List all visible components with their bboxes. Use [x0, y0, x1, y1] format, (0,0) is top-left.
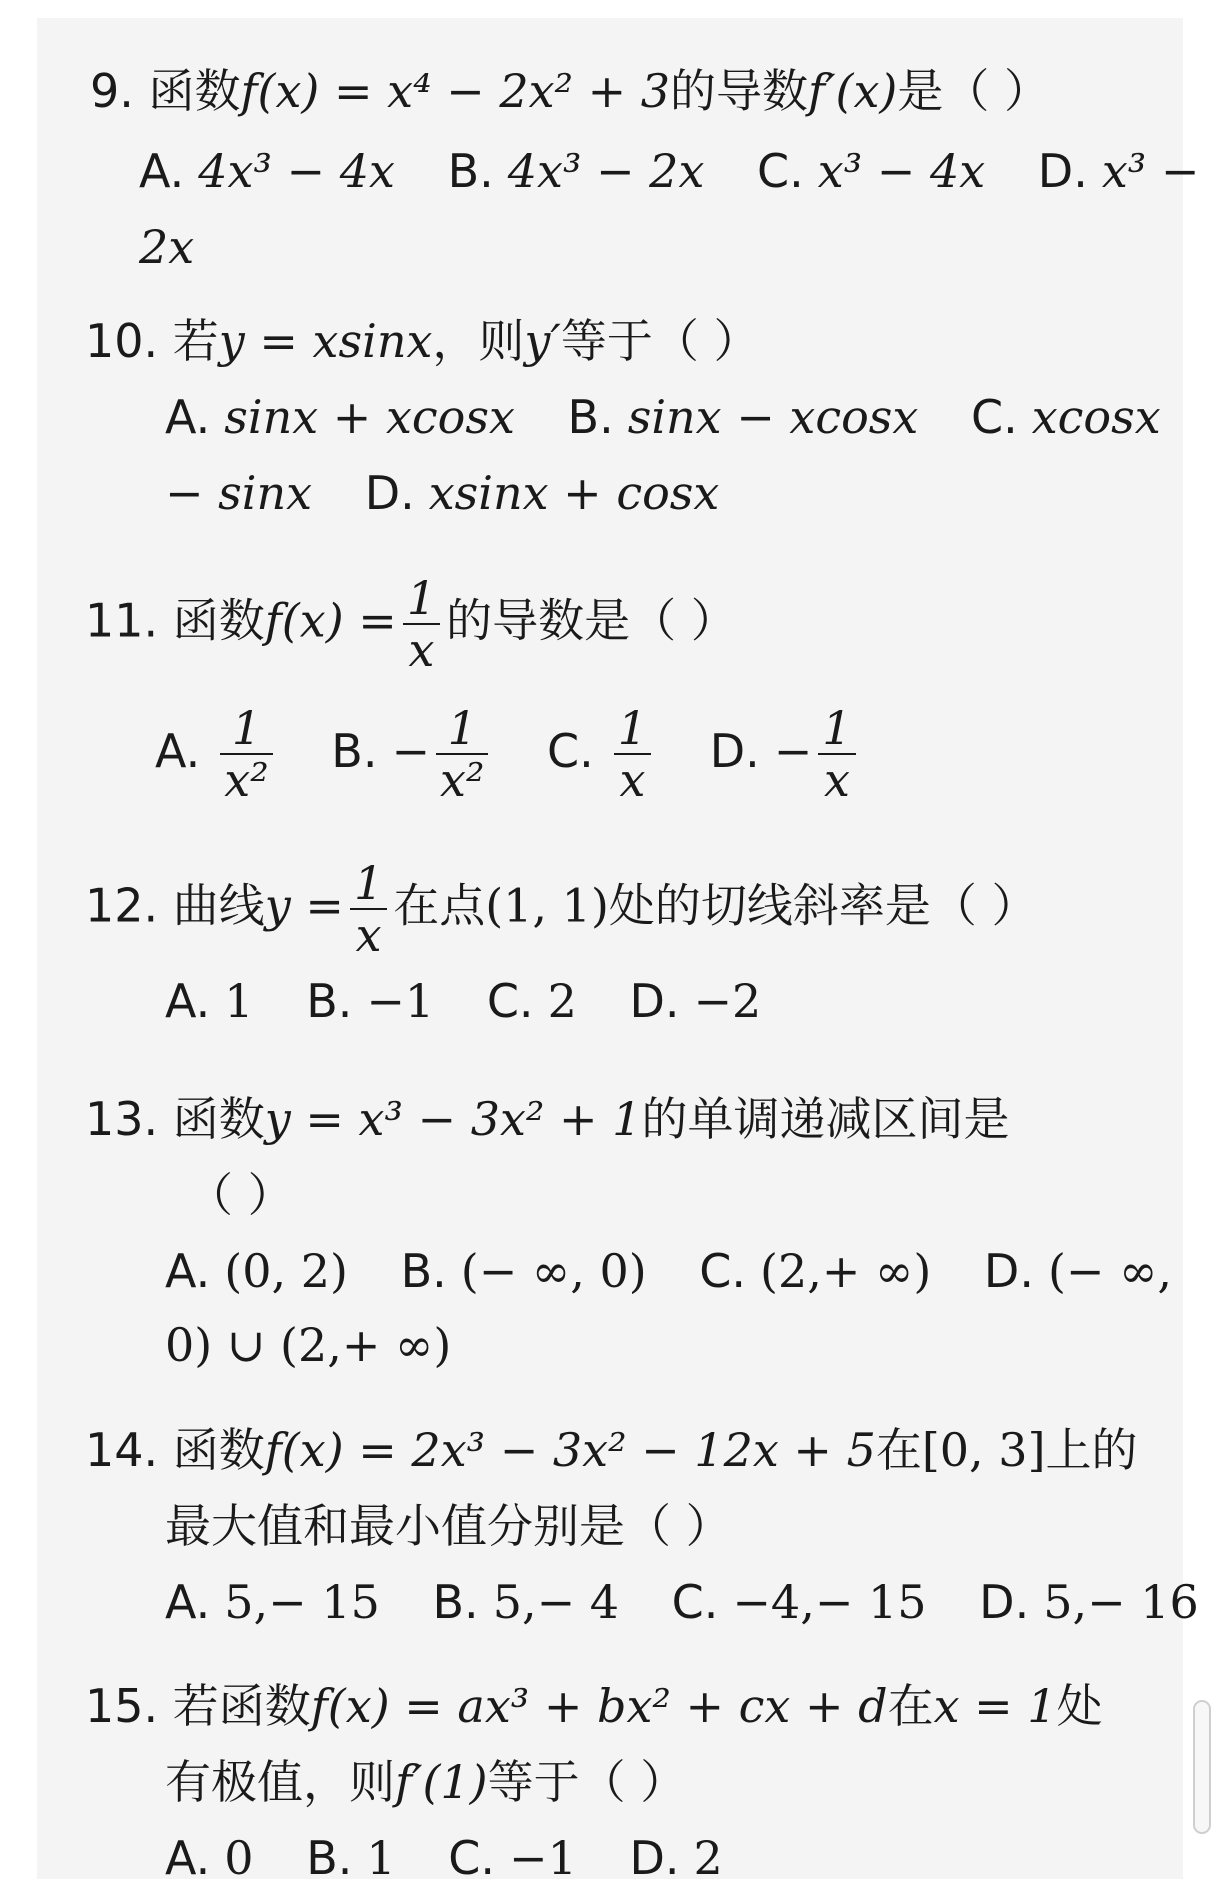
option-d-continued: 0) ∪ (2,+ ∞) [165, 1318, 452, 1372]
question-stem: 在点 [393, 878, 486, 933]
option-c: C. $\frac{1}{x}$ [547, 724, 657, 778]
question-stem: 上的 [1045, 1423, 1138, 1477]
math-expression: f(x) = x⁴ − 2x² + 3 [240, 64, 671, 118]
answer-blank: （ ） [579, 1755, 687, 1809]
math-expression: f(x) = [264, 593, 397, 648]
question-stem: 函数 [148, 64, 241, 118]
option-b: B. −1 [306, 974, 435, 1028]
question-number: 14. [85, 1423, 159, 1477]
question-stem: 若 [172, 314, 219, 368]
option-a: A. $\frac{1}{\text{x²}}$ [155, 724, 279, 778]
question-stem: 的导数是 [446, 593, 631, 648]
question-stem: 处 [1056, 1679, 1103, 1733]
question-stem: 处的切线斜率是 [608, 878, 931, 933]
fraction: $\frac{1}{x}$ [350, 858, 387, 960]
option-a: A. 4x³ − 4x [139, 144, 395, 198]
option-d: D. x³ − [1037, 144, 1200, 198]
question-stem: 函数 [172, 1423, 265, 1477]
option-b: B. − $\frac{1}{\text{x²}}$ [331, 724, 494, 778]
option-c: C. −1 [448, 1831, 577, 1885]
question-stem: 在 [875, 1423, 922, 1477]
option-d: D. 2 [629, 1831, 723, 1885]
math-expression: y′ [524, 314, 561, 368]
option-d: D. (− ∞, [983, 1244, 1173, 1298]
option-b: B. sinx − xcosx [567, 390, 919, 444]
question-stem: 函数 [172, 593, 265, 648]
question-stem: ，则 [432, 314, 525, 368]
question-stem: 等于 [560, 314, 653, 368]
question-stem: 函数 [172, 1092, 265, 1146]
math-expression: f′(1) [395, 1755, 488, 1809]
option-d: D. 5,− 16 [979, 1575, 1199, 1629]
math-expression: x = 1 [933, 1679, 1057, 1733]
math-expression: (1, 1) [485, 878, 609, 933]
option-c: C. xcosx [970, 390, 1161, 444]
option-d: D. −2 [629, 974, 762, 1028]
answer-blank: （ ） [943, 64, 1050, 118]
option-a: A. sinx + xcosx [165, 390, 515, 444]
question-stem: 等于 [487, 1755, 580, 1809]
question-stem: 最大值和最小值分别是 [165, 1499, 625, 1553]
answer-blank: （ ） [652, 314, 760, 368]
question-number: 15. [85, 1679, 159, 1733]
option-b: B. (− ∞, 0) [400, 1244, 647, 1298]
question-stem: 若函数 [172, 1679, 311, 1733]
option-a: A. (0, 2) [165, 1244, 348, 1298]
fraction: $\frac{1}{x}$ [403, 573, 440, 675]
math-expression: y = [264, 878, 344, 933]
question-number: 12. [85, 878, 159, 933]
question-number: 9. [90, 64, 134, 118]
option-c: C. −4,− 15 [671, 1575, 927, 1629]
math-expression: f′(x) [808, 64, 898, 118]
option-d: D. xsinx + cosx [364, 466, 720, 520]
math-expression: f(x) = 2x³ − 3x² − 12x + 5 [264, 1423, 876, 1477]
question-stem: 在 [887, 1679, 934, 1733]
option-c: C. x³ − 4x [757, 144, 986, 198]
question-stem: 的单调递减区间是 [641, 1092, 1010, 1146]
document-page [37, 18, 1200, 1885]
option-b: B. 4x³ − 2x [447, 144, 705, 198]
option-d: D. − $\frac{1}{x}$ [710, 724, 862, 778]
question-number: 10. [85, 314, 159, 368]
option-b: B. 5,− 4 [432, 1575, 620, 1629]
option-a: A. 5,− 15 [165, 1575, 380, 1629]
question-stem: 是 [897, 64, 944, 118]
answer-blank: （ ） [625, 1499, 732, 1553]
answer-blank: （ ） [630, 593, 737, 648]
option-b: B. 1 [306, 1831, 396, 1885]
scrollbar-thumb[interactable] [1193, 1700, 1211, 1834]
question-stem: 的导数 [670, 64, 809, 118]
question-number: 11. [85, 593, 159, 648]
question-stem: 有极值，则 [165, 1755, 395, 1809]
option-c: C. 2 [486, 974, 577, 1028]
option-c-continued: − sinx [165, 466, 313, 520]
option-d-continued: 2x [139, 220, 195, 274]
answer-blank: （ ） [187, 1168, 294, 1222]
option-c: C. (2,+ ∞) [699, 1244, 932, 1298]
math-expression: f(x) = ax³ + bx² + cx + d [310, 1679, 888, 1733]
math-expression: [0, 3] [921, 1423, 1046, 1477]
option-a: A. 1 [165, 974, 254, 1028]
question-number: 13. [85, 1092, 159, 1146]
math-expression: y = xsinx [218, 314, 433, 368]
question-stem: 曲线 [172, 878, 265, 933]
math-expression: y = x³ − 3x² + 1 [264, 1092, 642, 1146]
option-a: A. 0 [165, 1831, 254, 1885]
answer-blank: （ ） [930, 878, 1038, 933]
